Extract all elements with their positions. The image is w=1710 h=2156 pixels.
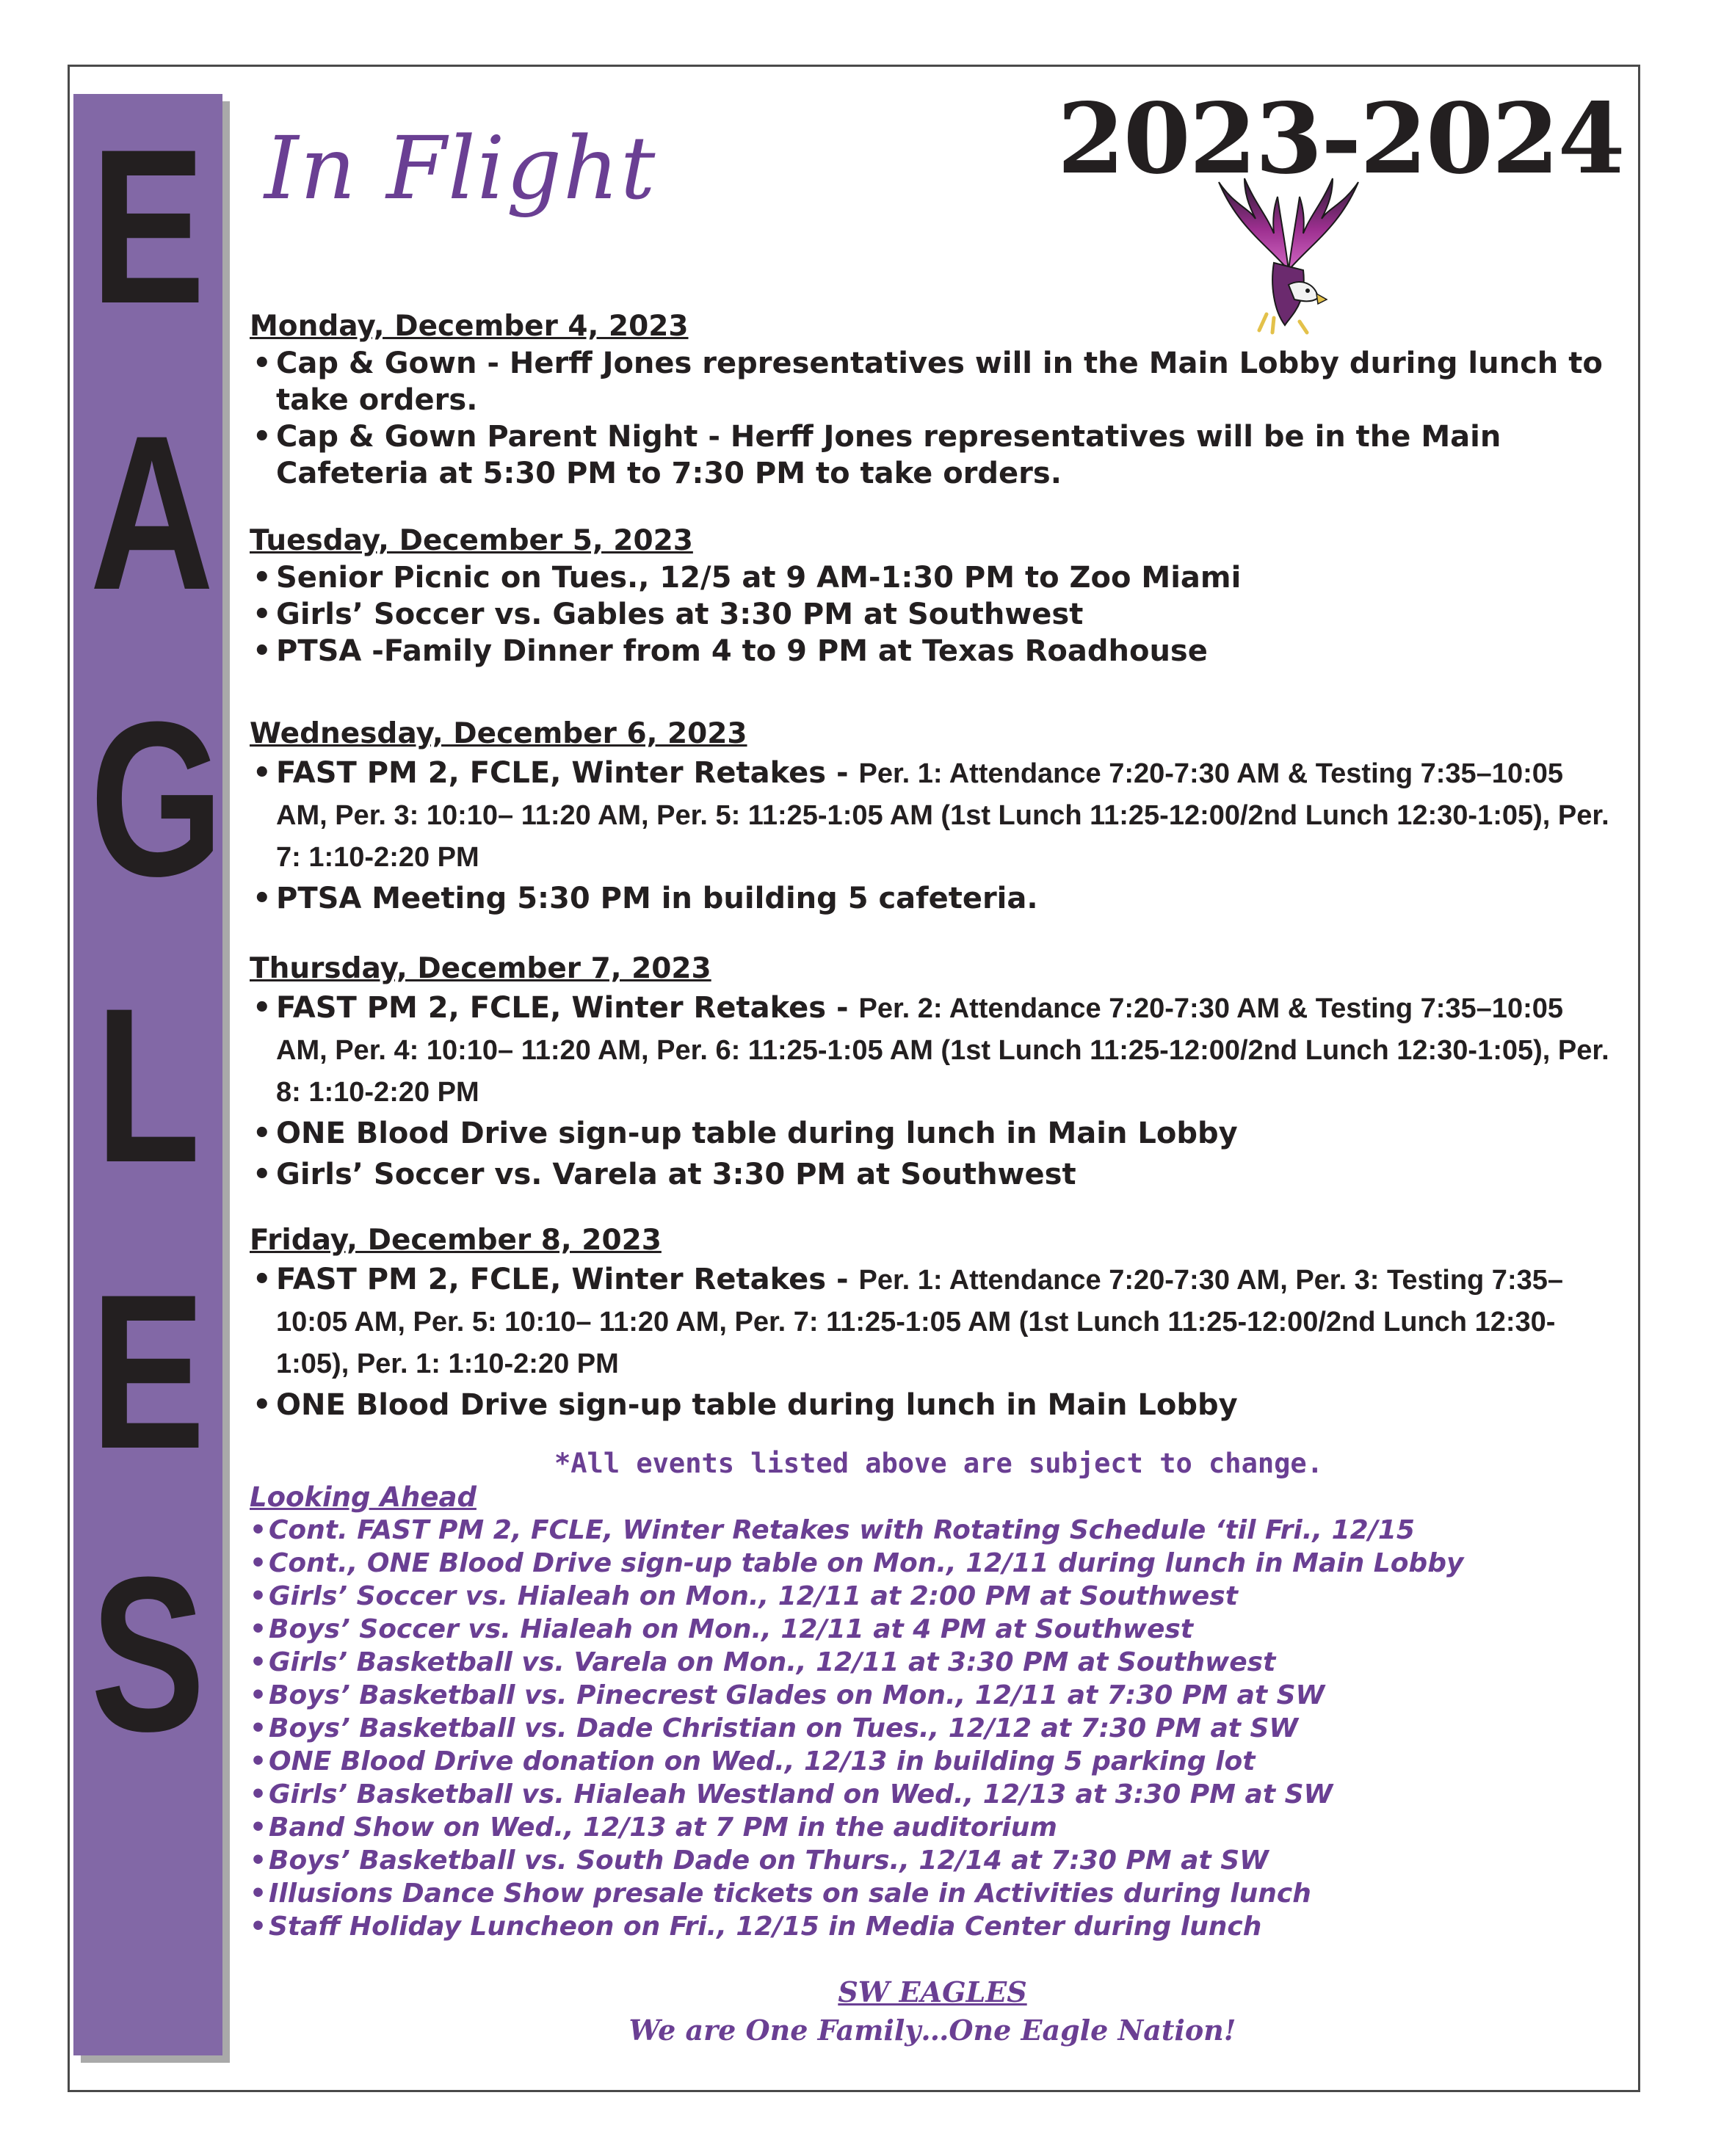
sidebar-letter: E bbox=[90, 103, 206, 349]
looking-ahead-item: • Girls’ Soccer vs. Hialeah on Mon., 12/11 at 2:00 PM at Southwest bbox=[250, 1580, 1615, 1613]
looking-ahead-item: • Staff Holiday Luncheon on Fri., 12/15 in Media Center during lunch bbox=[250, 1910, 1615, 1943]
eagles-sidebar bbox=[73, 94, 222, 2055]
day-heading: Thursday, December 7, 2023 bbox=[250, 952, 711, 985]
event-item: • Girls’ Soccer vs. Varela at 3:30 PM at Southwest bbox=[250, 1154, 1615, 1195]
looking-ahead-item: • Girls’ Basketball vs. Varela on Mon., 12/11 at 3:30 PM at Southwest bbox=[250, 1646, 1615, 1679]
day-section-friday bbox=[250, 1222, 1615, 1426]
event-item: • FAST PM 2, FCLE, Winter Retakes - Per. 1: Attendance 7:20-7:30 AM, Per. 3: Testing 7:35–10:05 AM, Per. 5: 10:10– 11:20 AM, Per. 7: 11:25-1:05 AM (1st Lunch 11:25-12:00/2nd Lunch 12:30-1:05), Per. 1: 1:10-2:20 PM bbox=[250, 1259, 1615, 1384]
footer-line-2: We are One Family…One Eagle Nation! bbox=[628, 2014, 1236, 2047]
event-item: • Senior Picnic on Tues., 12/5 at 9 AM-1:30 PM to Zoo Miami bbox=[250, 559, 1615, 596]
event-item: • FAST PM 2, FCLE, Winter Retakes - Per. 2: Attendance 7:20-7:30 AM & Testing 7:35–10:05 AM, Per. 4: 10:10– 11:20 AM, Per. 6: 11:25-1:05 AM (1st Lunch 11:25-12:00/2nd Lunch 12:30-1:05), Per. 8: 1:10-2:20 PM bbox=[250, 987, 1615, 1113]
sidebar-letter: S bbox=[90, 1531, 206, 1777]
day-heading: Tuesday, December 5, 2023 bbox=[250, 524, 693, 557]
looking-ahead-item: • Girls’ Basketball vs. Hialeah Westland on Wed., 12/13 at 3:30 PM at SW bbox=[250, 1778, 1615, 1811]
day-section-thursday bbox=[250, 951, 1615, 1195]
event-item: • PTSA Meeting 5:30 PM in building 5 cafeteria. bbox=[250, 878, 1615, 919]
sidebar-letter: G bbox=[90, 675, 224, 922]
day-section-wednesday bbox=[250, 716, 1615, 919]
footer-line-1: SW EAGLES bbox=[838, 1975, 1027, 2008]
event-item: • Cap & Gown Parent Night - Herff Jones representatives will be in the Main Cafeteria at 5:30 PM to 7:30 PM to take orders. bbox=[250, 418, 1615, 492]
subject-to-change-note: *All events listed above are subject to change. bbox=[554, 1448, 1323, 1479]
sidebar-letter: E bbox=[90, 1248, 206, 1495]
day-heading: Friday, December 8, 2023 bbox=[250, 1224, 662, 1257]
day-heading: Monday, December 4, 2023 bbox=[250, 310, 689, 343]
looking-ahead-item: • Cont., ONE Blood Drive sign-up table on Mon., 12/11 during lunch in Main Lobby bbox=[250, 1547, 1615, 1580]
event-item: • ONE Blood Drive sign-up table during lunch in Main Lobby bbox=[250, 1384, 1615, 1426]
looking-ahead-item: • Boys’ Basketball vs. Pinecrest Glades on Mon., 12/11 at 7:30 PM at SW bbox=[250, 1679, 1615, 1712]
looking-ahead-item: • Boys’ Basketball vs. Dade Christian on Tues., 12/12 at 7:30 PM at SW bbox=[250, 1712, 1615, 1745]
sidebar-letter: L bbox=[95, 962, 200, 1208]
day-heading: Wednesday, December 6, 2023 bbox=[250, 717, 747, 750]
looking-ahead-item: • Illusions Dance Show presale tickets on sale in Activities during lunch bbox=[250, 1877, 1615, 1910]
looking-ahead-item: • Boys’ Soccer vs. Hialeah on Mon., 12/11 at 4 PM at Southwest bbox=[250, 1613, 1615, 1646]
event-item: • Girls’ Soccer vs. Gables at 3:30 PM at Southwest bbox=[250, 596, 1615, 633]
day-section-monday bbox=[250, 308, 1615, 492]
event-item: • PTSA -Family Dinner from 4 to 9 PM at Texas Roadhouse bbox=[250, 633, 1615, 669]
looking-ahead-item: • ONE Blood Drive donation on Wed., 12/13 in building 5 parking lot bbox=[250, 1745, 1615, 1778]
looking-ahead-item: • Boys’ Basketball vs. South Dade on Thurs., 12/14 at 7:30 PM at SW bbox=[250, 1844, 1615, 1877]
day-section-tuesday bbox=[250, 523, 1615, 669]
looking-ahead-item: • Cont. FAST PM 2, FCLE, Winter Retakes with Rotating Schedule ‘til Fri., 12/15 bbox=[250, 1514, 1615, 1547]
school-year: 2023-2024 bbox=[1057, 82, 1624, 196]
looking-ahead-section bbox=[250, 1481, 1615, 1943]
sidebar-letter: A bbox=[90, 389, 214, 636]
event-item: • ONE Blood Drive sign-up table during lunch in Main Lobby bbox=[250, 1113, 1615, 1154]
event-item: • Cap & Gown - Herff Jones representatives will in the Main Lobby during lunch to take orders. bbox=[250, 345, 1615, 418]
looking-ahead-heading: Looking Ahead bbox=[250, 1481, 477, 1513]
footer-motto bbox=[250, 1973, 1615, 2050]
newsletter-title: In Flight bbox=[264, 117, 657, 219]
looking-ahead-item: • Band Show on Wed., 12/13 at 7 PM in the auditorium bbox=[250, 1811, 1615, 1844]
event-item: • FAST PM 2, FCLE, Winter Retakes - Per. 1: Attendance 7:20-7:30 AM & Testing 7:35–10:05 AM, Per. 3: 10:10– 11:20 AM, Per. 5: 11:25-1:05 AM (1st Lunch 11:25-12:00/2nd Lunch 12:30-1:05), Per. 7: 1:10-2:20 PM bbox=[250, 752, 1615, 878]
